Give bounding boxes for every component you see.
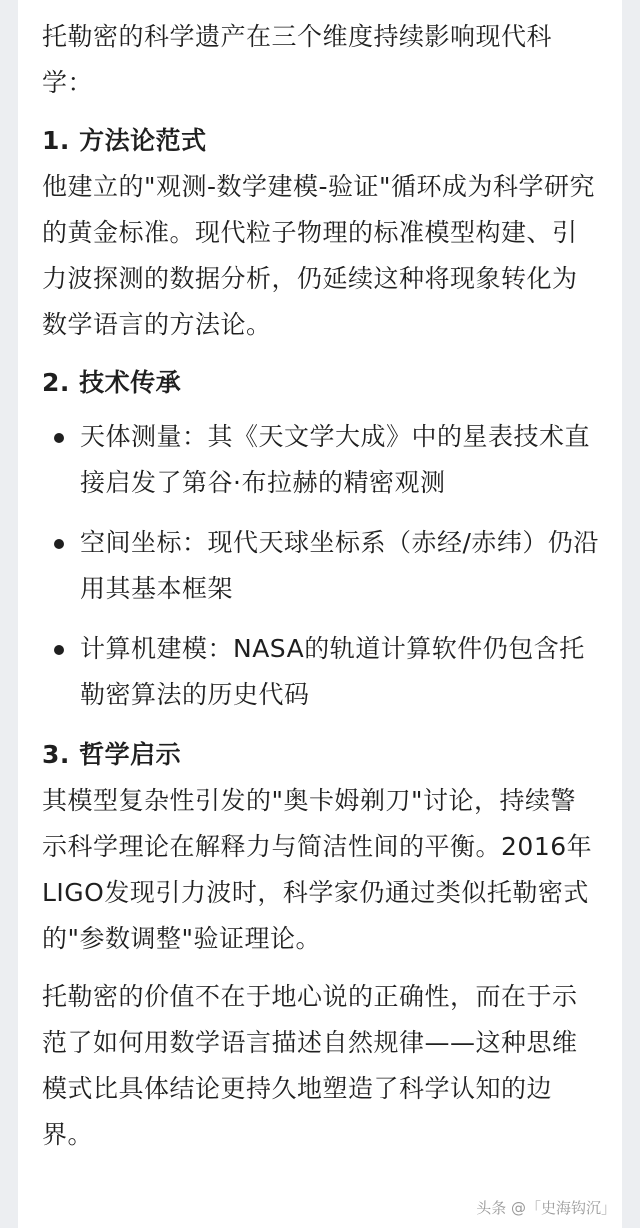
intro-paragraph: 托勒密的科学遗产在三个维度持续影响现代科学：	[42, 22, 553, 97]
watermark: 头条 @「史海钩沉」	[476, 1199, 616, 1217]
bullet-text: 空间坐标：现代天球坐标系（赤经/赤纬）仍沿用其基本框架	[80, 528, 599, 603]
section-heading-philosophy: 3. 哲学启示	[42, 740, 182, 769]
bullet-dot-icon	[54, 645, 64, 655]
list-item	[42, 520, 600, 612]
section-heading-technology: 2. 技术传承	[42, 368, 182, 397]
article-card	[18, 0, 622, 1228]
technology-bullet-list	[42, 414, 600, 718]
section-heading-methodology: 1. 方法论范式	[42, 126, 207, 155]
list-item	[42, 414, 600, 506]
section-body-methodology: 他建立的"观测-数学建模-验证"循环成为科学研究的黄金标准。现代粒子物理的标准模型构建、引力波探测的数据分析，仍延续这种将现象转化为数学语言的方法论。	[42, 172, 596, 339]
section-body-philosophy: 其模型复杂性引发的"奥卡姆剃刀"讨论，持续警示科学理论在解释力与简洁性间的平衡。2016年LIGO发现引力波时，科学家仍通过类似托勒密式的"参数调整"验证理论。	[42, 786, 593, 953]
bullet-dot-icon	[54, 433, 64, 443]
bullet-dot-icon	[54, 539, 64, 549]
bullet-text: 计算机建模：NASA的轨道计算软件仍包含托勒密算法的历史代码	[80, 634, 585, 709]
list-item	[42, 626, 600, 718]
conclusion-paragraph: 托勒密的价值不在于地心说的正确性，而在于示范了如何用数学语言描述自然规律——这种思维模式比具体结论更持久地塑造了科学认知的边界。	[42, 982, 578, 1149]
bullet-text: 天体测量：其《天文学大成》中的星表技术直接启发了第谷·布拉赫的精密观测	[80, 422, 591, 497]
